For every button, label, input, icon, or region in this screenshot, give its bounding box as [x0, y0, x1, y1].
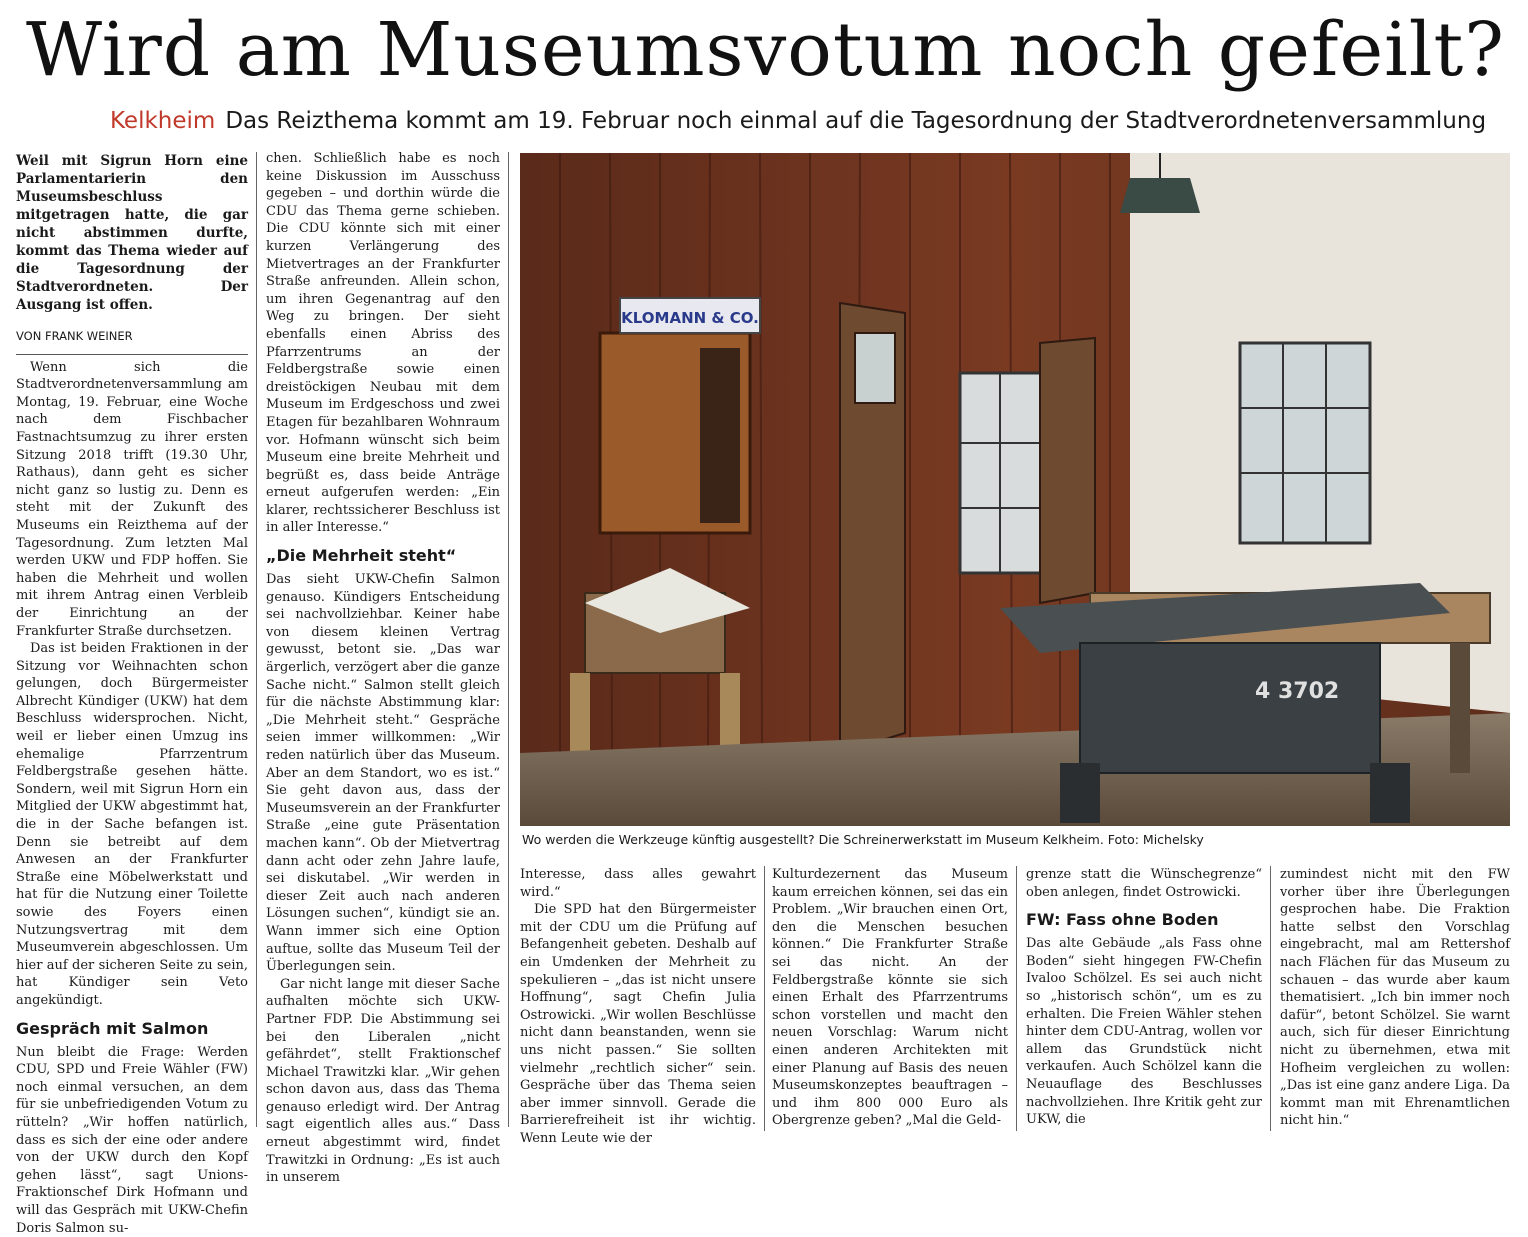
- subheading: „Die Mehrheit steht“: [266, 546, 457, 566]
- column-divider: [1270, 866, 1271, 1131]
- subheading: FW: Fass ohne Boden: [1026, 910, 1219, 930]
- lead-paragraph: Weil mit Sigrun Horn eine Parlamentarierin den Museumsbeschluss mitgetragen hatte, die gar nicht abstimmen durfte, kommt das Thema wieder auf die Tagesordnung der Stadtverordneten. Der Ausgang ist offen.: [16, 153, 248, 313]
- column-divider: [1016, 866, 1017, 1131]
- column-5: [1026, 866, 1262, 1136]
- workshop-illustration: [520, 153, 1510, 826]
- column-4: [772, 866, 1008, 1136]
- headline: Wird am Museumsvotum noch gefeilt?: [26, 7, 1505, 93]
- paragraph: Die SPD hat den Bürgermeister mit der CDU um die Prüfung auf Befangenheit gebeten. Deshalb auf ein Umdenken der Mehrheit zu spekulieren – „das ist nicht unsere Hoffnung“, sagt Chefin Julia Ostrowicki. „Wir wollen Beschlüsse nicht dann beanstanden, wenn sie uns nicht passen.“ Sie sollten vielmehr „rechtlich sicher“ sein. Gespräche über das Thema seien aber immer sinnvoll. Gerade die Barrierefreiheit ist ihr wichtig. Wenn Leute wie der: [520, 902, 756, 1146]
- column-divider: [256, 152, 257, 1127]
- subline: [110, 104, 1486, 138]
- column-divider: [508, 152, 509, 1127]
- paragraph: chen. Schließlich habe es noch keine Diskussion im Ausschuss gegeben – und dorthin würde die CDU das Thema gerne schieben. Die CDU könnte sich mit einer kurzen Verlängerung des Mietvertrages an der Frankfurter Straße anfreunden. Allein schon, um ihren Gegenantrag auf den Weg zu bringen. Der sieht ebenfalls einen Abriss des Pfarrzentrums an der Feldbergstraße sowie einen dreistöckigen Neubau mit dem Museum im Erdgeschoss und zwei Etagen für bezahlbaren Wohnraum vor. Hofmann wünscht sich beim Museum eine breite Mehrheit und begrüßt es, dass beide Anträge erneut aufgerufen werden: „Ein klarer, rechtssicherer Beschluss ist in aller Interesse.“: [266, 151, 500, 536]
- subline-text: Das Reizthema kommt am 19. Februar noch einmal auf die Tagesordnung der Stadtverordnetenversammlung: [225, 108, 1487, 134]
- photo-caption: Wo werden die Werkzeuge künftig ausgestellt? Die Schreinerwerkstatt im Museum Kelkheim. Foto: Michelsky: [522, 832, 1204, 847]
- sign-text: KLOMANN & CO.: [621, 309, 759, 327]
- paragraph: Wenn sich die Stadtverordnetenversammlung am Montag, 19. Februar, eine Woche nach dem Fischbacher Fastnachtsumzug zu ihrer ersten Sitzung 2018 trifft (19.30 Uhr, Rathaus), dann geht es sicher nicht ganz so lustig zu. Denn es steht mit der Zukunft des Museums ein Reizthema auf der Tagesordnung. Zum letzten Mal werden UKW und FDP hoffen. Sie haben die Mehrheit und wollen mit ihrem Antrag einen Verbleib der Einrichtung an der Frankfurter Straße durchsetzen.: [16, 359, 248, 639]
- byline: VON FRANK WEINER: [16, 328, 248, 355]
- paragraph: grenze statt die Wünschegrenze“ oben anlegen, findet Ostrowicki.: [1026, 867, 1262, 900]
- paragraph: Das alte Gebäude „als Fass ohne Boden“ sieht hingegen FW-Chefin Ivaloo Schölzel. Es sei auch nicht so „historisch schön“, um es zu erhalten. Die Freien Wähler stehen hinter dem CDU-Antrag, wollen vor allem das Grundstück nicht verkaufen. Auch Schölzel kann die Neuauflage des Beschlusses nachvollziehen. Ihre Kritik geht zur UKW, die: [1026, 936, 1262, 1128]
- machine-number: 4 3702: [1255, 679, 1340, 704]
- column-divider: [764, 866, 765, 1131]
- column-3: [520, 866, 756, 1146]
- column-2: [266, 150, 500, 1186]
- paragraph: zumindest nicht mit den FW vorher über ihre Überlegungen gesprochen habe. Die Fraktion hatte selbst den Vorschlag eingebracht, mal am Rettershof nach Flächen für das Museum zu schauen – das wurde aber kaum thematisiert. „Ich bin immer noch dafür“, betont Schölzel. Sie warnt auch, sich für dieser Einrichtung nicht zu übernehmen, etwa mit Hofheim vergleichen zu wollen: „Das ist eine ganz andere Liga. Da kommt man mit Ehrenamtlichen nicht hin.“: [1280, 867, 1510, 1129]
- column-1: [16, 152, 248, 1236]
- paragraph: Nun bleibt die Frage: Werden CDU, SPD und Freie Wähler (FW) noch einmal versuchen, an dem für sie unbefriedigenden Votum zu rütteln? „Wir hoffen natürlich, dass es sich der eine oder andere von der UKW durch den Kopf gehen lässt“, sagt Unions-Fraktionschef Dirk Hofmann und will das Gespräch mit UKW-Chefin Doris Salmon su-: [16, 1044, 248, 1236]
- subheading: Gespräch mit Salmon: [16, 1018, 209, 1038]
- paragraph: Gar nicht lange mit dieser Sache aufhalten möchte sich UKW-Partner FDP. Die Abstimmung sei bei den Liberalen „nicht gefährdet“, stellt Fraktionschef Michael Trawitzki klar. „Wir gehen schon davon aus, dass das Thema genauso erledigt wird. Der Antrag sagt eigentlich alles aus.“ Dass erneut abgestimmt wird, findet Trawitzki in Ordnung: „Es ist auch in unserem: [266, 976, 500, 1186]
- column-6: [1280, 866, 1510, 1136]
- location-label: Kelkheim: [110, 108, 216, 134]
- paragraph: Das sieht UKW-Chefin Salmon genauso. Kündigers Entscheidung sei nachvollziehbar. Keiner habe von diesem kleinen Vertrag gewusst, betont sie. „Das war ärgerlich, verzögert aber die ganze Sache nicht.“ Salmon stellt gleich für die nächste Abstimmung klar: „Die Mehrheit steht.“ Gespräche seien immer willkommen: „Wir reden natürlich über das Museum. Aber an dem Standort, wo es ist.“ Sie geht davon aus, dass der Museumsverein an der Frankfurter Straße „eine gute Präsentation machen kann“. Ob der Mietvertrag dann acht oder zehn Jahre laufe, sei diskutabel. „Wir werden in dieser Zeit auch nach anderen Lösungen suchen“, kündigt sie an. Wann immer sich eine Option auftue, sollte das Museum Teil der Überlegungen sein.: [266, 572, 500, 975]
- paragraph: Interesse, dass alles gewahrt wird.“: [520, 867, 756, 900]
- paragraph: Das ist beiden Fraktionen in der Sitzung vor Weihnachten schon gelungen, doch Bürgermeister Albrecht Kündiger (UKW) hat dem Beschluss widersprochen. Nicht, weil er lieber einen Umzug ins ehemalige Pfarrzentrum Feldbergstraße gesehen hätte. Sondern, weil mit Sigrun Horn ein Mitglied der UKW abgestimmt hat, die in der Sache befangen ist. Denn sie betreibt auf dem Anwesen an der Frankfurter Straße eine Möbelwerkstatt und hat für die Nutzung einer Toilette sowie des Foyers einen Nutzungsvertrag mit dem Museumverein abgeschlossen. Um hier auf der sicheren Seite zu sein, hat Kündiger sein Veto angekündigt.: [16, 641, 248, 1008]
- paragraph: Kulturdezernent das Museum kaum erreichen können, sei das ein Problem. „Wir brauchen einen Ort, den die Menschen besuchen können.“ Die Frankfurter Straße sei das nicht. An der Feldbergstraße könnte sie sich einen Erhalt des Pfarrzentrums schon vorstellen und macht den neuen Vorschlag: Warum nicht einen anderen Architekten mit einer Planung auf Basis des neuen Museumskonzeptes beauftragen – und ihm 800 000 Euro als Obergrenze geben? „Mal die Geld-: [772, 867, 1008, 1129]
- workshop-photo: [520, 153, 1510, 826]
